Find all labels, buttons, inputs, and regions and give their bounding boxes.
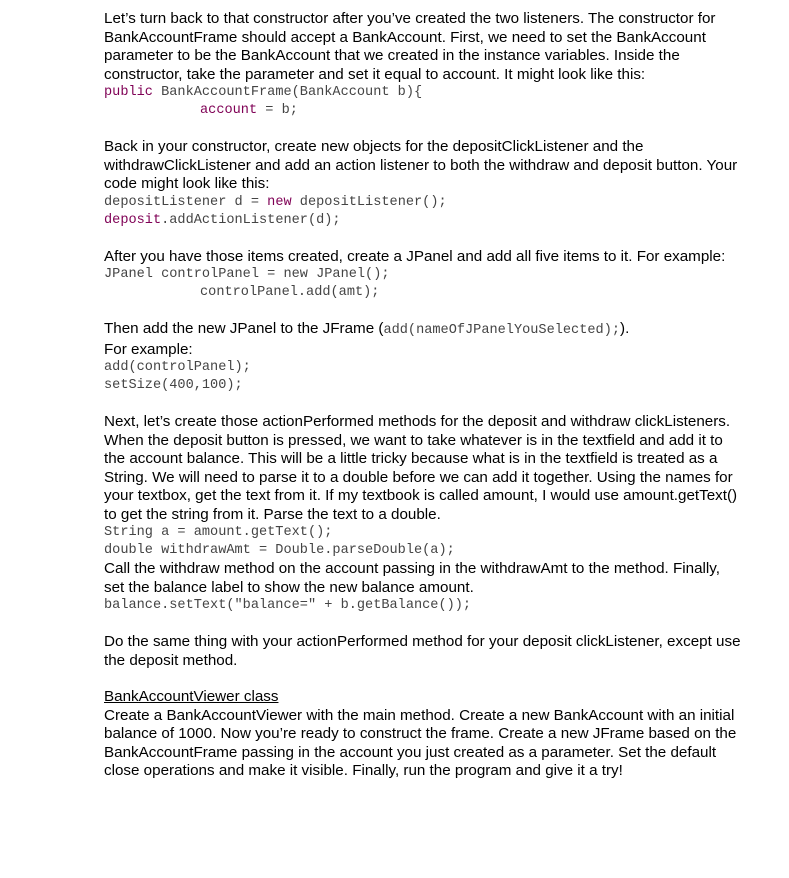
paragraph-text: ). <box>620 320 630 337</box>
code-variable: deposit <box>104 212 162 228</box>
paragraph-text: Then add the new JPanel to the JFrame ( <box>104 320 384 337</box>
action-performed-paragraph: Next, let’s create those actionPerformed methods for the deposit and withdraw clickListeners. When the deposit button is pressed, we want to take whatever is in the textfield and add it to the account balance. This will be a little tricky because what is in the textfield is treated as a String. We will need to parse it to a double before we can add it together. Using the names for your textbox, get the text from it. If my textbook is called amount, I would use amount.getText() to get the string from it. Parse the text to a double. <box>104 413 738 523</box>
code-text: = b; <box>257 103 298 118</box>
deposit-paragraph: Do the same thing with your actionPerformed method for your deposit clickListener, except use the deposit method. <box>104 633 741 669</box>
code-line <box>104 102 744 120</box>
code-line <box>104 284 744 302</box>
code-line: add(controlPanel); <box>104 360 251 375</box>
code-line: String a = amount.getText(); <box>104 525 333 540</box>
jpanel-paragraph: After you have those items created, create a JPanel and add all five items to it. For example: <box>104 247 726 265</box>
code-text: .addActionListener(d); <box>161 212 341 228</box>
constructor-paragraph: Let’s turn back to that constructor after you’ve created the two listeners. The constructor for BankAccountFrame should accept a BankAccount. First, we need to set the BankAccount parameter to be the BankAccount that we created in the instance variables. Inside the constructor, take the parameter and set it equal to account. It might look like this: <box>104 10 716 83</box>
code-text: controlPanel.add(amt); <box>200 285 380 300</box>
viewer-paragraph: Create a BankAccountViewer with the main method. Create a new BankAccount with an initial balance of 1000. Now you’re ready to construct the frame. Create a new JFrame based on the BankAccountFrame passing in the account you just created as a parameter. Set the default close operations and make it visible. Finally, run the program and give it a try! <box>104 706 737 779</box>
code-text: depositListener d = <box>104 194 268 210</box>
code-line: setSize(400,100); <box>104 378 243 393</box>
code-text: depositListener(); <box>291 194 447 210</box>
inline-code: add(nameOfJPanelYouSelected); <box>383 323 621 338</box>
code-keyword: public <box>104 85 153 100</box>
listeners-paragraph: Back in your constructor, create new objects for the depositClickListener and the withdrawClickListener and add an action listener to both the withdraw and deposit button. Your code might look like this: <box>104 138 738 192</box>
code-keyword: new <box>267 194 292 210</box>
code-line: double withdrawAmt = Double.parseDouble(a); <box>104 543 455 558</box>
jframe-paragraph <box>104 320 744 341</box>
code-line: JPanel controlPanel = new JPanel(); <box>104 267 390 282</box>
for-example-text: For example: <box>104 340 193 358</box>
withdraw-paragraph: Call the withdraw method on the account passing in the withdrawAmt to the method. Finally, set the balance label to show the new balance amount. <box>104 560 720 596</box>
code-line: balance.setText("balance=" + b.getBalance()); <box>104 598 472 613</box>
document-page <box>104 10 744 781</box>
code-line <box>104 194 744 212</box>
code-text: BankAccountFrame(BankAccount b){ <box>152 85 423 100</box>
viewer-class-heading: BankAccountViewer class <box>104 688 279 705</box>
code-line <box>104 84 744 102</box>
code-variable: account <box>200 103 258 118</box>
code-line <box>104 212 744 230</box>
